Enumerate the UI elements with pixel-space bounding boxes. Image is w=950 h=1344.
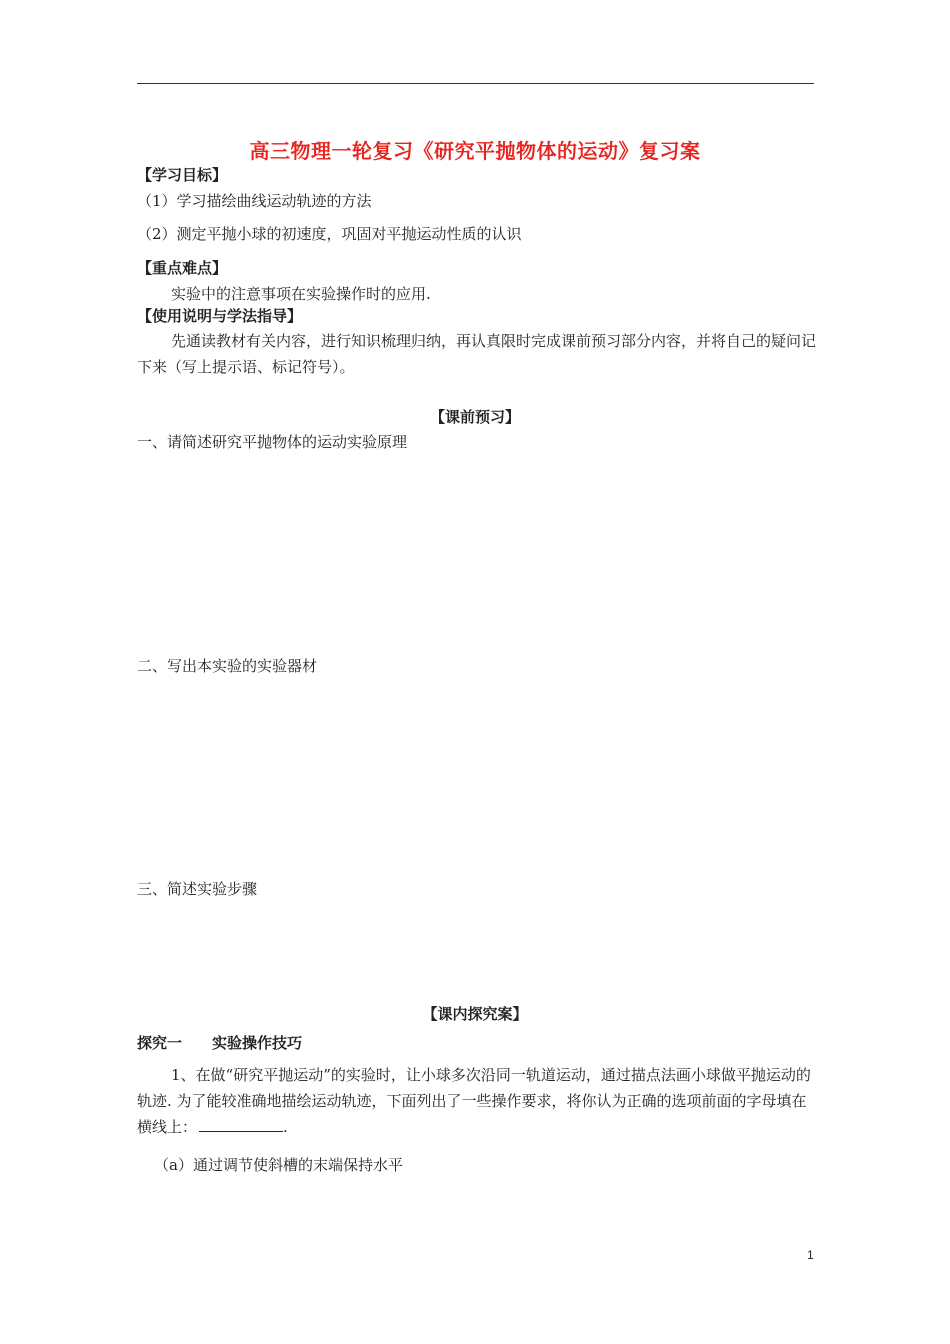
preview-header: 【课前预习】 xyxy=(429,408,520,426)
explore-section-heading xyxy=(137,1032,302,1053)
key-points-header: 【重点难点】 xyxy=(137,259,228,277)
instructions-header: 【使用说明与学法指导】 xyxy=(137,307,303,325)
goal-item-1: （1）学习描绘曲线运动轨迹的方法 xyxy=(137,192,372,210)
option-a: （a）通过调节使斜槽的末端保持水平 xyxy=(154,1156,403,1174)
preview-question-2: 二、写出本实验的实验器材 xyxy=(137,657,318,675)
goal-item-2: （2）测定平抛小球的初速度，巩固对平抛运动性质的认识 xyxy=(137,225,522,243)
instructions-text: 先通读教材有关内容，进行知识梳理归纳，再认真限时完成课前预习部分内容，并将自己的疑问记下来（写上提示语、标记符号）。 xyxy=(137,332,817,376)
page-title: 高三物理一轮复习《研究平抛物体的运动》复习案 xyxy=(249,139,701,163)
problem-1-text: 1、在做“研究平抛运动”的实验时，让小球多次沿同一轨道运动，通过描点法画小球做平抛运动的轨迹. 为了能较准确地描绘运动轨迹，下面列出了一些操作要求，将你认为正确的选项前面的字母填在横线上： xyxy=(137,1066,811,1136)
preview-question-1: 一、请简述研究平抛物体的运动实验原理 xyxy=(137,433,408,451)
explore-section-label: 探究一 xyxy=(137,1034,183,1052)
preview-question-3: 三、简述实验步骤 xyxy=(137,880,258,898)
header-rule xyxy=(137,83,814,84)
key-points-text: 实验中的注意事项在实验操作时的应用. xyxy=(171,285,431,303)
answer-blank[interactable] xyxy=(199,1117,283,1132)
problem-1 xyxy=(137,1062,817,1140)
explore-header: 【课内探究案】 xyxy=(422,1005,528,1023)
goals-header: 【学习目标】 xyxy=(137,166,228,184)
page-number: 1 xyxy=(807,1248,814,1262)
explore-section-title: 实验操作技巧 xyxy=(212,1034,303,1052)
problem-1-end: . xyxy=(283,1118,288,1136)
